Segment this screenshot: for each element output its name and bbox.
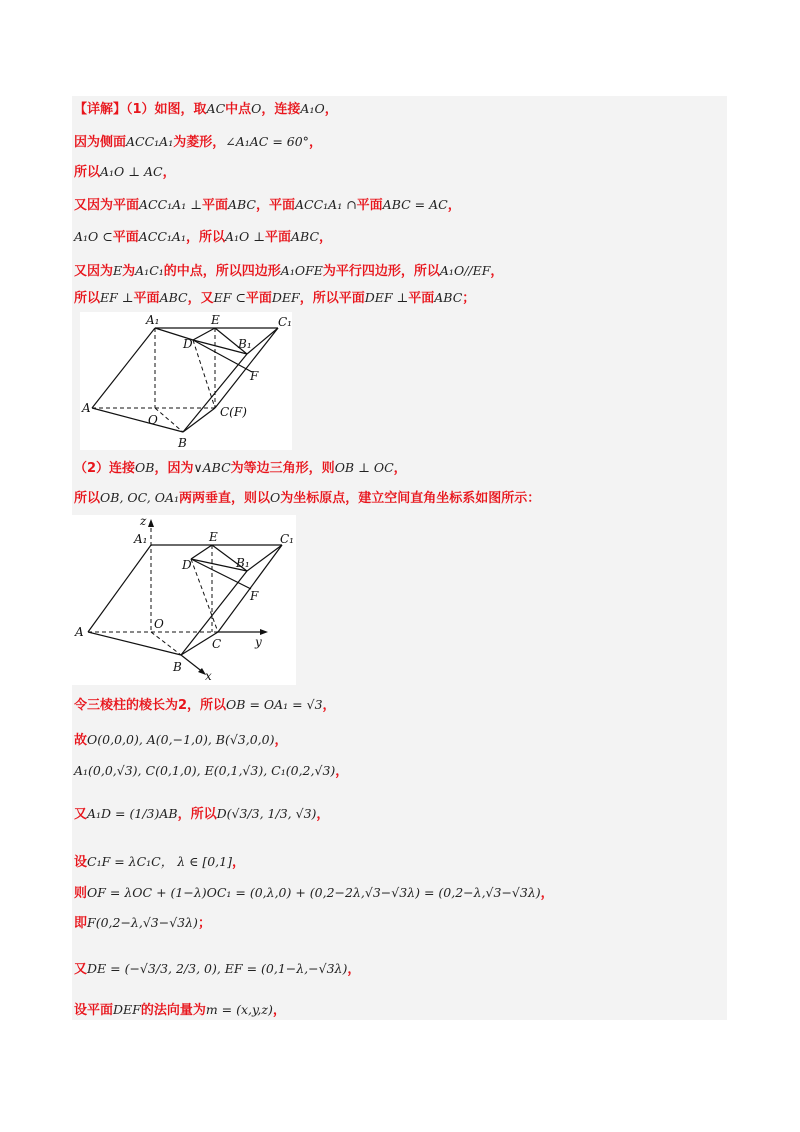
line-1 [74, 133, 322, 152]
line-3-part-6: 平面 [356, 198, 383, 213]
line-16-part-0: 又 [74, 962, 88, 977]
line-14-part-0: 则 [74, 886, 88, 901]
line-11-part-1: ， [335, 764, 349, 779]
line-0 [74, 100, 338, 119]
line-8-part-3: O [270, 490, 281, 505]
fig1-label-C1: C₁ [278, 315, 292, 329]
line-13-part-2: ， [231, 855, 245, 870]
fig1-label-CF: C(F) [220, 405, 247, 419]
line-7-part-1: OB [135, 460, 155, 475]
fig1-label-E: E [211, 313, 220, 327]
line-4-part-6: ABC [291, 229, 320, 244]
fig1-label-A1: A₁ [146, 313, 160, 327]
line-17-part-3: m = (x,y,z) [205, 1002, 273, 1017]
line-4 [74, 228, 332, 247]
line-6-part-4: ，又 [187, 291, 214, 306]
line-6-part-9: DEF ⊥ [364, 290, 409, 305]
line-9-part-0: 令三棱柱的棱长为2，所以 [74, 698, 227, 713]
line-17-part-4: ， [272, 1003, 286, 1018]
line-4-part-3: ，所以 [185, 230, 225, 245]
line-16 [74, 960, 360, 979]
line-6-part-5: EF ⊂ [213, 290, 246, 305]
line-12-part-2: ，所以 [177, 807, 217, 822]
line-6-part-10: 平面 [408, 291, 435, 306]
line-0-part-6: ， [324, 102, 338, 117]
line-3 [74, 196, 461, 215]
line-11 [74, 762, 348, 781]
line-16-part-1: DE = (−√3/3, 2/3, 0), EF = (0,1−λ,−√3λ) [87, 961, 348, 976]
line-8 [74, 489, 540, 508]
line-3-part-3: ABC [227, 197, 256, 212]
line-13-part-1: C₁F = λC₁C， λ ∈ [0,1] [87, 854, 232, 869]
line-7-part-2: ，因为 [154, 461, 194, 476]
line-10 [74, 731, 288, 750]
line-5-part-0: 又因为 [74, 264, 114, 279]
line-10-part-2: ， [274, 733, 288, 748]
line-5-part-2: 为 [122, 264, 136, 279]
line-3-part-2: 平面 [201, 198, 228, 213]
line-6-part-7: DEF [271, 290, 300, 305]
line-0-part-5: A₁O [300, 101, 325, 116]
fig1-label-B1: B₁ [238, 337, 252, 351]
line-4-part-4: A₁O ⊥ [224, 229, 265, 244]
line-14 [74, 884, 554, 903]
line-7-part-5: OB ⊥ OC [334, 460, 394, 475]
line-7-part-4: 为等边三角形，则 [230, 461, 335, 476]
line-4-part-0: A₁O ⊂ [74, 229, 113, 244]
line-12 [74, 805, 329, 824]
line-15 [74, 914, 211, 933]
line-1-part-1: ACC₁A₁ [126, 134, 174, 149]
line-14-part-2: ， [540, 886, 554, 901]
line-5-part-1: E [113, 263, 123, 278]
figure-2 [72, 515, 296, 685]
line-0-part-3: O [251, 101, 262, 116]
line-4-part-2: ACC₁A₁ [138, 229, 186, 244]
fig1-label-F: F [250, 369, 259, 383]
line-12-part-4: ， [316, 807, 330, 822]
line-1-part-2: 为菱形， [173, 135, 226, 150]
fig2-label-z: z [140, 515, 147, 528]
line-15-part-2: ； [197, 916, 211, 931]
line-6 [74, 289, 475, 308]
line-12-part-3: D(√3/3, 1/3, √3) [216, 806, 317, 821]
line-17 [74, 1001, 286, 1020]
line-15-part-1: F(0,2−λ,√3−√3λ) [87, 915, 198, 930]
line-5-part-5: A₁OFE [280, 263, 323, 278]
line-3-part-7: ABC = AC [382, 197, 448, 212]
fig1-label-B: B [178, 436, 187, 450]
line-6-part-11: ABC [434, 290, 463, 305]
fig1-label-O: O [148, 413, 158, 427]
line-6-part-6: 平面 [245, 291, 272, 306]
line-13-part-0: 设 [74, 855, 88, 870]
line-3-part-5: ACC₁A₁ ∩ [295, 197, 357, 212]
line-17-part-1: DEF [113, 1002, 141, 1017]
line-2-part-2: ， [162, 165, 176, 180]
line-4-part-1: 平面 [112, 230, 139, 245]
line-2-part-1: A₁O ⊥ AC [100, 164, 163, 179]
fig2-label-F: F [250, 589, 259, 603]
fig2-label-A1: A₁ [134, 532, 148, 546]
figure-1 [80, 312, 292, 450]
line-8-part-2: 两两垂直，则以 [179, 491, 271, 506]
line-13 [74, 853, 245, 872]
line-9-part-1: OB = OA₁ = √3 [226, 697, 323, 712]
line-8-part-4: 为坐标原点，建立空间直角坐标系如图所示： [280, 491, 541, 506]
line-5-part-7: A₁O//EF [439, 263, 491, 278]
line-8-part-0: 所以 [74, 491, 101, 506]
line-1-part-3: ∠A₁AC = 60° [225, 134, 309, 149]
line-8-part-1: OB, OC, OA₁ [100, 490, 179, 505]
fig1-label-A: A [82, 401, 91, 415]
line-7-part-0: （2）连接 [74, 461, 136, 476]
line-0-part-0: 【详解】（1）如图，取 [74, 102, 207, 117]
line-10-part-0: 故 [74, 733, 88, 748]
fig2-label-A: A [75, 625, 84, 639]
line-0-part-4: ，连接 [261, 102, 301, 117]
line-9 [74, 696, 336, 715]
line-6-part-3: ABC [159, 290, 188, 305]
fig2-label-B1: B₁ [236, 556, 250, 570]
line-6-part-12: ； [462, 291, 476, 306]
line-3-part-0: 又因为平面 [74, 198, 140, 213]
line-4-part-5: 平面 [265, 230, 292, 245]
line-17-part-2: 的法向量为 [140, 1003, 206, 1018]
line-7-part-3: ∨ABC [193, 460, 231, 475]
line-5-part-8: ， [490, 264, 504, 279]
line-6-part-2: 平面 [133, 291, 160, 306]
line-7 [74, 459, 407, 478]
line-3-part-4: ，平面 [255, 198, 295, 213]
fig1-label-D: D [183, 337, 193, 351]
line-5 [74, 262, 503, 281]
line-16-part-2: ， [347, 962, 361, 977]
line-15-part-0: 即 [74, 916, 88, 931]
fig2-label-y: y [255, 635, 262, 649]
line-14-part-1: OF = λOC + (1−λ)OC₁ = (0,λ,0) + (0,2−2λ,√3−√3λ) = (0,2−λ,√3−√3λ) [87, 885, 541, 900]
line-6-part-8: ，所以平面 [299, 291, 365, 306]
line-12-part-0: 又 [74, 807, 88, 822]
line-3-part-1: ACC₁A₁ ⊥ [139, 197, 202, 212]
line-2 [74, 163, 176, 182]
fig2-label-D: D [182, 558, 192, 572]
line-0-part-2: 中点 [225, 102, 252, 117]
fig2-label-C1: C₁ [280, 532, 294, 546]
line-10-part-1: O(0,0,0), A(0,−1,0), B(√3,0,0) [87, 732, 275, 747]
line-12-part-1: A₁D = (1/3)AB [87, 806, 178, 821]
line-6-part-1: EF ⊥ [100, 290, 134, 305]
line-5-part-3: A₁C₁ [135, 263, 164, 278]
fig2-label-C: C [212, 637, 222, 651]
line-6-part-0: 所以 [74, 291, 101, 306]
fig2-label-O: O [154, 617, 164, 631]
line-1-part-4: ， [308, 135, 322, 150]
line-17-part-0: 设平面 [74, 1003, 114, 1018]
line-9-part-2: ， [322, 698, 336, 713]
line-4-part-7: ， [319, 230, 333, 245]
line-5-part-6: 为平行四边形，所以 [322, 264, 440, 279]
fig2-label-x: x [205, 669, 212, 683]
line-1-part-0: 因为侧面 [74, 135, 127, 150]
line-5-part-4: 的中点，所以四边形 [163, 264, 281, 279]
line-3-part-8: ， [447, 198, 461, 213]
line-11-part-0: A₁(0,0,√3), C(0,1,0), E(0,1,√3), C₁(0,2,√3) [74, 763, 336, 778]
fig2-label-B: B [173, 660, 182, 674]
line-2-part-0: 所以 [74, 165, 101, 180]
line-0-part-1: AC [206, 101, 226, 116]
line-7-part-6: ， [393, 461, 407, 476]
fig2-label-E: E [209, 530, 218, 544]
